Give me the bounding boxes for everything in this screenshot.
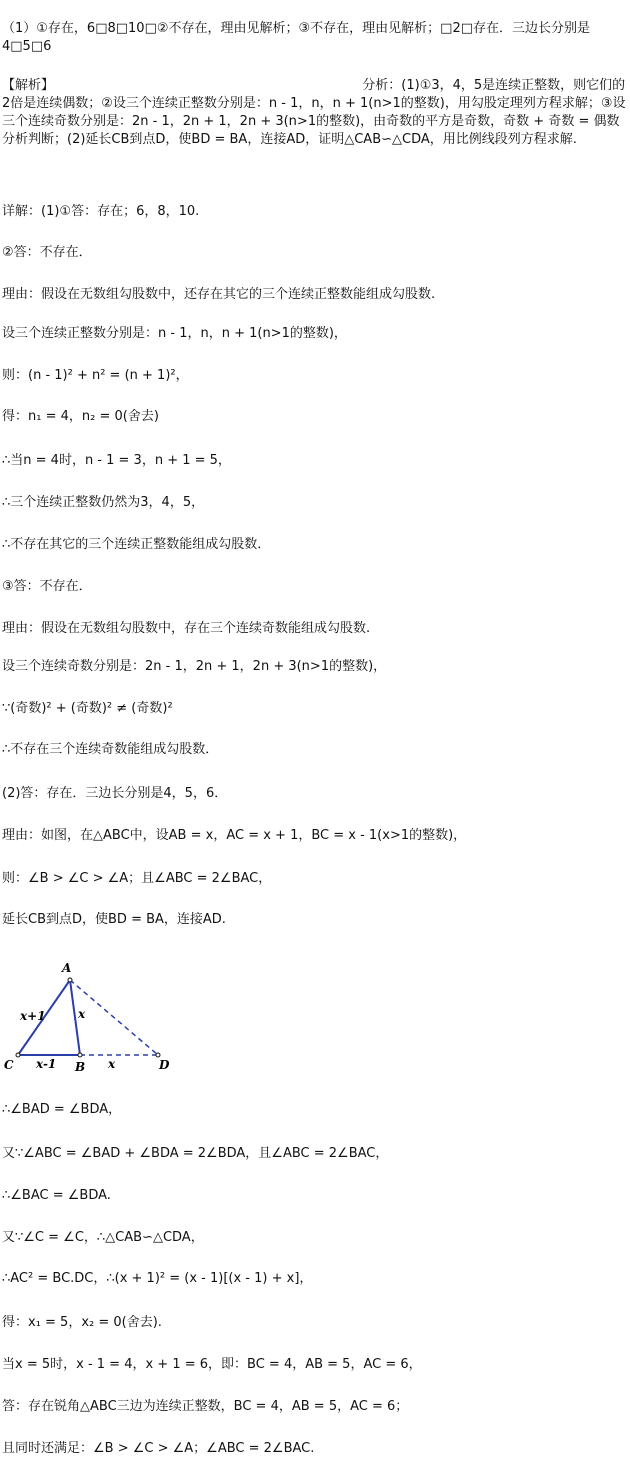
detail-line-23: ∴AC² = BC.DC，∴(x + 1)² = (x - 1)[(x - 1) + x]， <box>2 1271 313 1286</box>
detail-line-14: ∴不存在三个连续奇数能组成勾股数． <box>2 742 219 757</box>
detail-line-18: 延长CB到点D，使BD = BA，连接AD. <box>2 912 226 927</box>
detail-line-21: ∴∠BAC = ∠BDA. <box>2 1188 111 1203</box>
detail-line-1: 详解：(1)①答：存在；6，8，10. <box>2 204 200 219</box>
detail-line-12: 设三个连续奇数分别是：2n - 1，2n + 1，2n + 3(n>1的整数)， <box>2 659 387 674</box>
detail-line-25: 当x = 5时，x - 1 = 4，x + 1 = 6，即：BC = 4，AB = 5，AC = 6， <box>2 1357 422 1372</box>
label-c: C <box>4 1058 14 1072</box>
point-a <box>68 978 72 982</box>
detail-line-16: 理由：如图，在△ABC中，设AB = x，AC = x + 1，BC = x - 1(x>1的整数)， <box>2 828 467 843</box>
point-b <box>78 1053 82 1057</box>
label-b: B <box>75 1060 86 1074</box>
detail-line-19: ∴∠BAD = ∠BDA， <box>2 1102 122 1117</box>
detail-line-13: ∵(奇数)² + (奇数)² ≠ (奇数)² <box>2 701 173 716</box>
detail-line-24: 得：x₁ = 5，x₂ = 0(舍去). <box>2 1315 162 1330</box>
detail-line-26: 答：存在锐角△ABC三边为连续正整数，BC = 4，AB = 5，AC = 6； <box>2 1399 409 1414</box>
label-a: A <box>62 961 72 975</box>
detail-line-9: ∴不存在其它的三个连续正整数能组成勾股数． <box>2 537 271 552</box>
analysis-label: 【解析】 <box>2 78 55 93</box>
analysis-block <box>2 77 628 149</box>
detail-line-4: 设三个连续正整数分别是：n - 1，n，n + 1(n>1的整数)， <box>2 326 347 341</box>
detail-line-3: 理由：假设在无数组勾股数中，还存在其它的三个连续正整数能组成勾股数. <box>2 287 436 302</box>
detail-line-10: ③答：不存在． <box>2 579 92 594</box>
label-bd-length: x <box>108 1057 116 1071</box>
point-d <box>156 1053 160 1057</box>
detail-line-20: 又∵∠ABC = ∠BAD + ∠BDA = 2∠BDA，且∠ABC = 2∠BAC， <box>2 1146 389 1161</box>
detail-line-11: 理由：假设在无数组勾股数中，存在三个连续奇数能组成勾股数. <box>2 621 371 636</box>
detail-line-2: ②答：不存在． <box>2 245 92 260</box>
answer-summary: （1）①存在，6□8□10□②不存在，理由见解析；③不存在，理由见解析；□2□存在．三边长分别是4□5□6 <box>2 21 591 54</box>
analysis-text: 分析：(1)①3，4，5是连续正整数，则它们的2倍是连续偶数；②设三个连续正整数分别是：n - 1，n，n + 1(n>1的整数)，用勾股定理列方程求解；③设三个连续奇数分别是：2n - 1，2n + 1，2n + 3(n>1的整数)，由奇数的平方是奇数，奇数 + 奇数 = 偶数分析判断；(2)延长CB到点D，使BD = BA，连接AD，证明△CAB∽△CDA，用比例线段列方程求解. <box>2 78 626 147</box>
triangle-figure <box>0 955 190 1080</box>
label-ab-length: x <box>78 1007 86 1021</box>
point-c <box>16 1053 20 1057</box>
detail-line-15: (2)答：存在．三边长分别是4，5，6． <box>2 786 228 801</box>
detail-line-5: 则：(n - 1)² + n² = (n + 1)²， <box>2 368 189 383</box>
label-ac-length: x+1 <box>20 1009 46 1023</box>
detail-line-8: ∴三个连续正整数仍然为3，4，5， <box>2 495 205 510</box>
label-d: D <box>159 1058 170 1072</box>
detail-line-6: 得：n₁ = 4，n₂ = 0(舍去) <box>2 409 159 424</box>
detail-line-27: 且同时还满足：∠B > ∠C > ∠A；∠ABC = 2∠BAC. <box>2 1441 315 1456</box>
detail-line-22: 又∵∠C = ∠C，∴△CAB∽△CDA， <box>2 1230 204 1245</box>
detail-line-7: ∴当n = 4时，n - 1 = 3，n + 1 = 5， <box>2 453 231 468</box>
detail-line-17: 则：∠B > ∠C > ∠A；且∠ABC = 2∠BAC， <box>2 871 272 886</box>
label-cb-length: x-1 <box>36 1057 57 1071</box>
